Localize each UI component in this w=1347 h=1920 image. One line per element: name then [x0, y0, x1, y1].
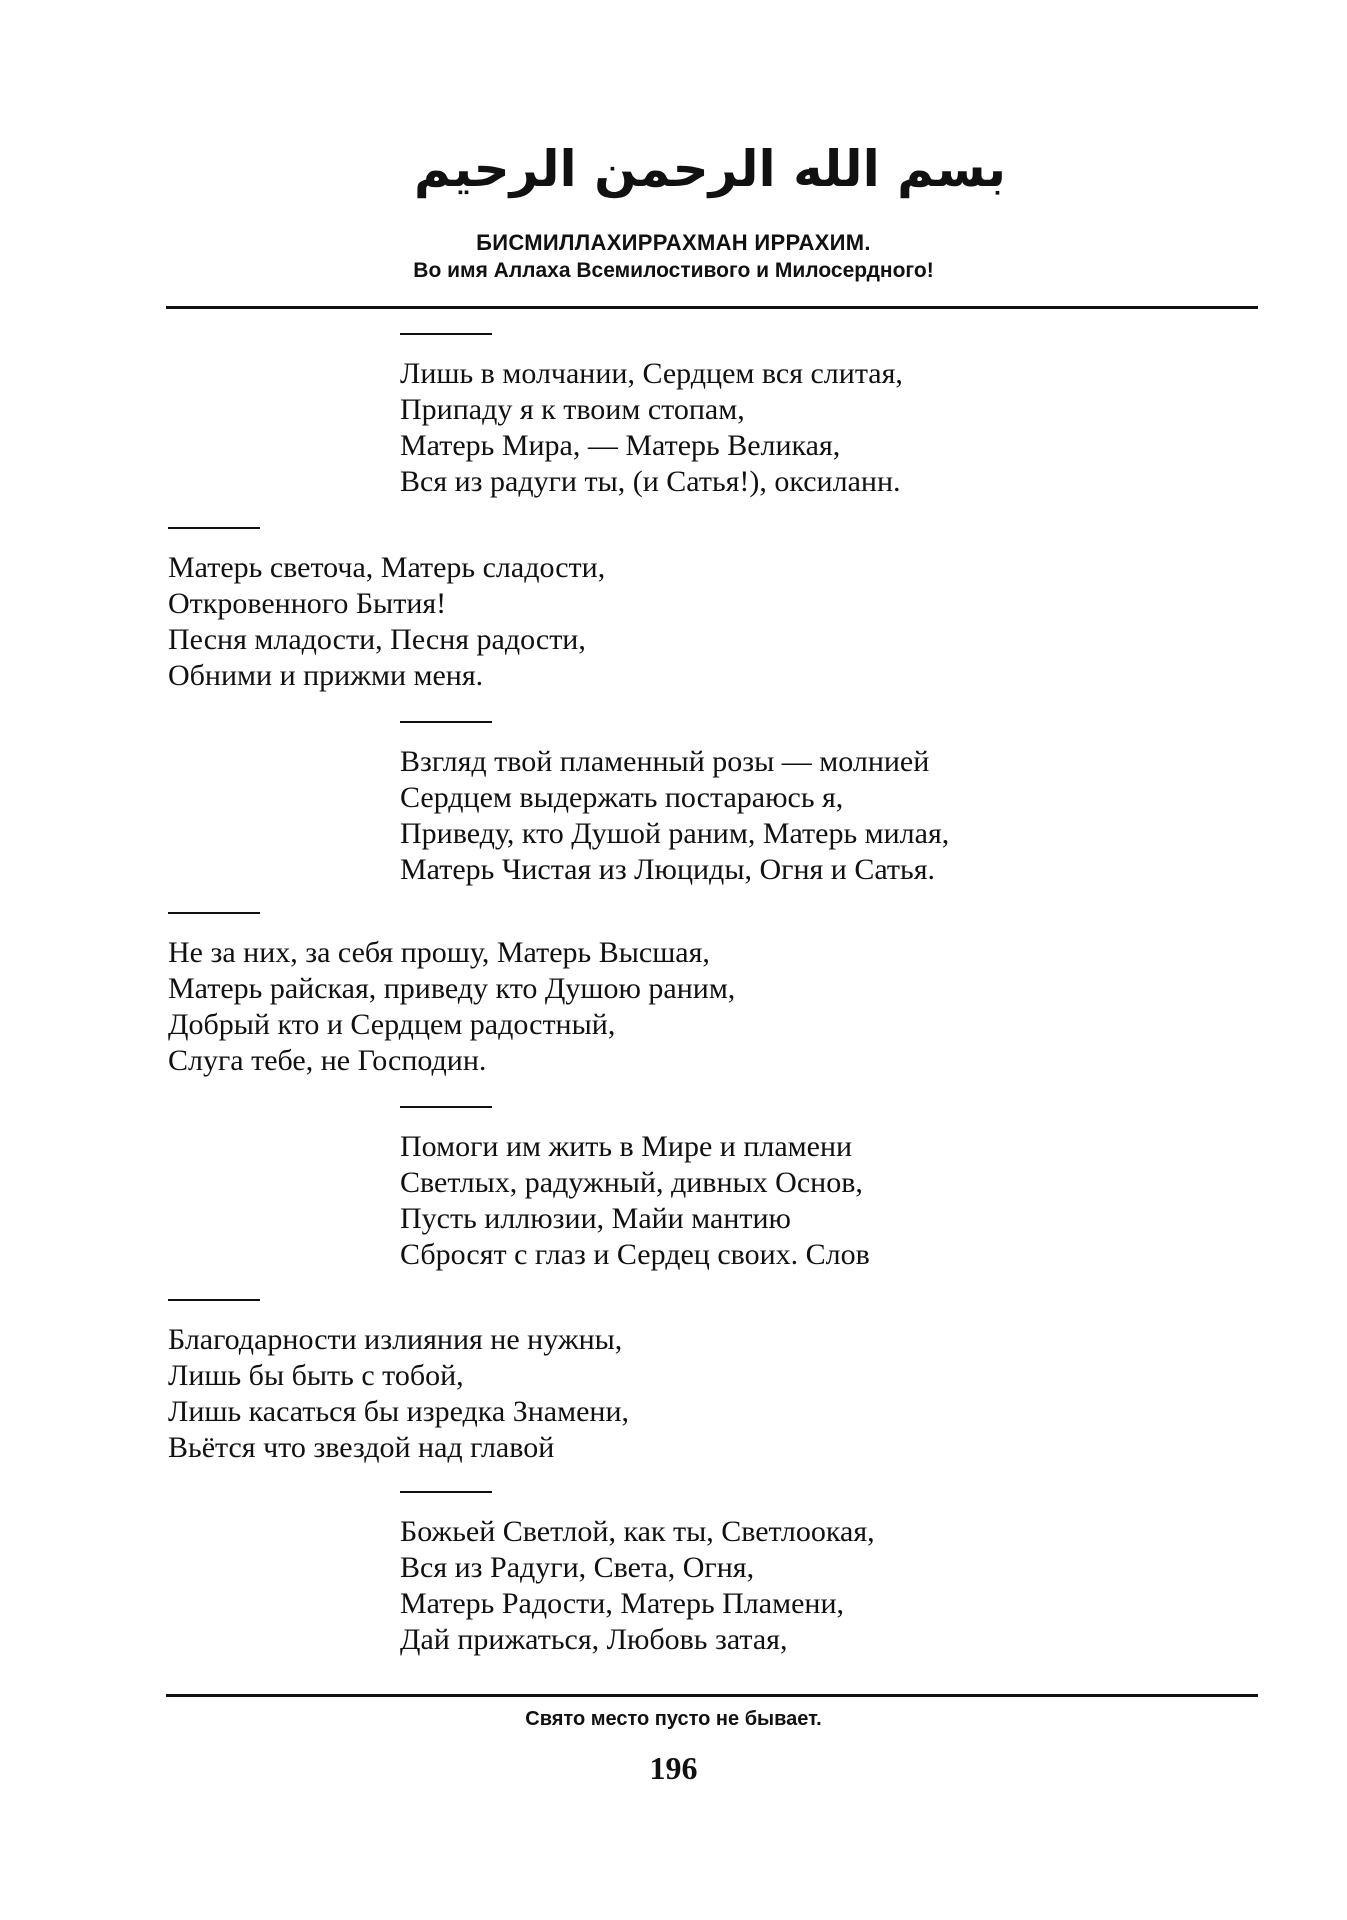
verse-line: Лишь в молчании, Сердцем вся слитая, — [400, 357, 903, 390]
verse-line: Пусть иллюзии, Майи мантию — [400, 1202, 791, 1235]
verse-line: Слуга тебе, не Господин. — [168, 1044, 487, 1077]
verse-line: Божьей Светлой, как ты, Светлоокая, — [400, 1515, 875, 1548]
stanza-separator — [400, 1106, 492, 1108]
verse-line: Матерь Радости, Матерь Пламени, — [400, 1587, 844, 1620]
stanza — [168, 1299, 629, 1466]
verse-line: Вся из радуги ты, (и Сатья!), оксиланн. — [400, 465, 901, 498]
verse-line: Матерь райская, приведу кто Душою раним, — [168, 972, 736, 1005]
stanza-separator — [168, 527, 260, 529]
stanza-separator — [400, 721, 492, 723]
bismillah-calligraphy — [414, 118, 1006, 218]
page-number: 196 — [649, 1750, 698, 1786]
verse-line: Сердцем выдержать постараюсь я, — [400, 781, 844, 814]
verse-line: Обними и прижми меня. — [168, 659, 484, 692]
stanza — [400, 1106, 870, 1273]
header-subtitle: Во имя Аллаха Всемилостивого и Милосердного! — [413, 259, 934, 282]
verse-line: Вьётся что звездой над главой — [168, 1431, 555, 1464]
top-rule — [166, 306, 1258, 309]
header-title: БИСМИЛЛАХИРРАХМАН ИРРАХИМ. — [476, 230, 871, 255]
stanza — [400, 333, 903, 500]
bottom-rule — [166, 1694, 1258, 1697]
verse-line: Добрый кто и Сердцем радостный, — [168, 1008, 616, 1041]
verse-line: Матерь Чистая из Люциды, Огня и Сатья. — [400, 853, 935, 886]
calligraphy-text: بسم الله الرحمن الرحيم — [414, 140, 1006, 198]
verse-line: Матерь Мира, — Матерь Великая, — [400, 429, 841, 462]
stanza-separator — [400, 1491, 492, 1493]
verse-line: Помоги им жить в Мире и пламени — [400, 1130, 853, 1163]
verse-line: Благодарности излияния не нужны, — [168, 1323, 623, 1356]
footer-proverb: Свято место пусто не бывает. — [525, 1708, 822, 1730]
verse-line: Дай прижаться, Любовь затая, — [400, 1623, 788, 1656]
verse-line: Матерь светоча, Матерь сладости, — [168, 551, 606, 584]
stanza-separator — [400, 333, 492, 335]
stanza-separator — [168, 912, 260, 914]
verse-line: Приведу, кто Душой раним, Матерь милая, — [400, 817, 950, 850]
verse-line: Взгляд твой пламенный розы — молнией — [400, 745, 930, 778]
stanza — [168, 527, 605, 694]
verse-line: Лишь бы быть с тобой, — [168, 1359, 464, 1392]
stanza-separator — [168, 1299, 260, 1301]
verse-line: Песня младости, Песня радости, — [168, 623, 586, 656]
stanza — [400, 1491, 875, 1658]
verse-line: Лишь касаться бы изредка Знамени, — [168, 1395, 630, 1428]
verse-line: Откровенного Бытия! — [168, 587, 447, 620]
verse-line: Сбросят с глаз и Сердец своих. Слов — [400, 1238, 870, 1271]
stanza — [400, 721, 949, 888]
verse-line: Светлых, радужный, дивных Основ, — [400, 1166, 863, 1199]
stanza — [168, 912, 735, 1079]
verse-line: Вся из Радуги, Света, Огня, — [400, 1551, 755, 1584]
verse-line: Не за них, за себя прошу, Матерь Высшая, — [168, 936, 710, 969]
verse-line: Припаду я к твоим стопам, — [400, 393, 745, 426]
